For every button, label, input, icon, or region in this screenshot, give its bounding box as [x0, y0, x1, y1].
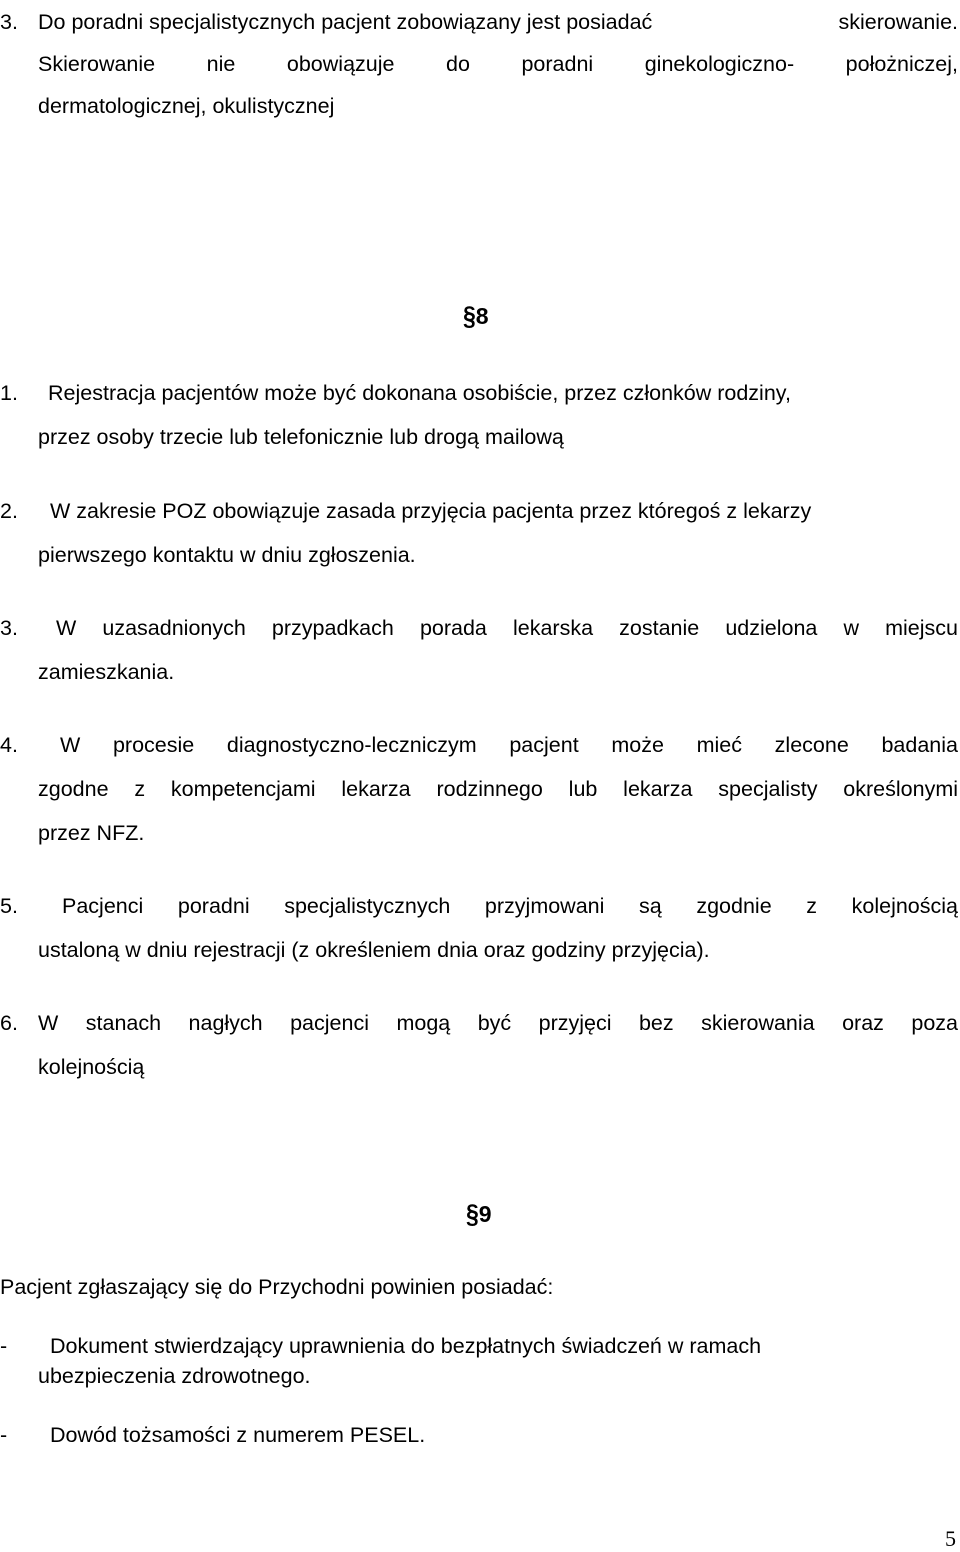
s9-bullet-1-text: Dokument stwierdzający uprawnienia do bezpłatnych świadczeń w ramach	[50, 1334, 762, 1358]
w7: położniczej,	[845, 52, 958, 76]
s8-item-2-text: W zakresie POZ obowiązuje zasada przyjęcia pacjenta przez któregoś z lekarzy	[50, 499, 812, 523]
bullet-dash: -	[0, 1334, 8, 1358]
s9-bullet-1-line-2: ubezpieczenia zdrowotnego.	[38, 1364, 311, 1388]
prev-item-3-text-b: skierowanie.	[838, 10, 958, 34]
section-symbol: §	[466, 1198, 479, 1229]
s9-bullet-1-line-1	[0, 1331, 958, 1361]
s9-bullet-2-line-1	[0, 1420, 958, 1450]
s8-item-6-number: 6.	[0, 1011, 18, 1035]
s8-item-4-line-2: zgodne z kompetencjami lekarza rodzinnego lub lekarza specjalisty określonymi	[38, 777, 958, 801]
s8-item-2-number: 2.	[0, 499, 18, 523]
w5: poradni	[521, 52, 594, 76]
prev-item-3	[0, 0, 958, 128]
s8-item-3-line-2: zamieszkania.	[38, 660, 175, 684]
prev-item-3-text-a: Do poradni specjalistycznych pacjent zobowiązany jest posiadać	[38, 10, 653, 34]
s8-item-1-line-2: przez osoby trzecie lub telefonicznie lub drogą mailową	[38, 425, 564, 449]
section-symbol: §	[463, 300, 476, 331]
s8-item-4-number: 4.	[0, 733, 18, 757]
prev-item-3-line-3: dermatologicznej, okulistycznej	[38, 94, 335, 118]
s8-item-4-line-3: przez NFZ.	[38, 821, 145, 845]
s9-intro: Pacjent zgłaszający się do Przychodni powinien posiadać:	[0, 1275, 554, 1299]
page-number: 5	[945, 1526, 956, 1551]
section-number: 9	[478, 1201, 492, 1227]
s8-item-3	[0, 606, 958, 694]
s9-bullet-2-text: Dowód tożsamości z numerem PESEL.	[50, 1423, 426, 1447]
s8-item-1	[0, 371, 958, 459]
w3: obowiązuje	[286, 52, 395, 76]
prev-item-3-line-1	[0, 0, 958, 44]
s8-item-5-number: 5.	[0, 894, 18, 918]
bullet-dash: -	[0, 1423, 8, 1447]
s8-item-5	[0, 884, 958, 972]
s8-item-4-text: W procesie diagnostyczno-leczniczym pacjent może mieć zlecone badania	[60, 733, 958, 757]
prev-item-3-number: 3.	[0, 10, 18, 34]
s8-item-6-line-1	[0, 1001, 958, 1045]
prev-item-3-line-2	[0, 42, 958, 86]
s8-item-6	[0, 1001, 958, 1089]
section-number: 8	[475, 303, 489, 329]
s8-item-3-line-1	[0, 606, 958, 650]
s8-item-6-text: W stanach nagłych pacjenci mogą być przyjęci bez skierowania oraz poza	[38, 1011, 958, 1035]
w6: ginekologiczno-	[644, 52, 795, 76]
s8-item-2-line-2: pierwszego kontaktu w dniu zgłoszenia.	[38, 543, 416, 567]
s8-item-5-line-1	[0, 884, 958, 928]
s8-item-6-line-2: kolejnością	[38, 1055, 145, 1079]
s8-item-4	[0, 723, 958, 855]
w4: do	[446, 52, 470, 76]
s8-item-1-text: Rejestracja pacjentów może być dokonana osobiście, przez członków rodziny,	[48, 381, 791, 405]
section-8-heading	[463, 300, 489, 331]
s8-item-1-line-1	[0, 371, 958, 415]
s8-item-3-text: W uzasadnionych przypadkach porada lekarska zostanie udzielona w miejscu	[56, 616, 958, 640]
s8-item-2-line-1	[0, 489, 958, 533]
s9-bullet-2	[0, 1420, 958, 1450]
s8-item-2	[0, 489, 958, 577]
s8-item-5-text: Pacjenci poradni specjalistycznych przyjmowani są zgodnie z kolejnością	[62, 894, 958, 918]
s8-item-1-number: 1.	[0, 381, 18, 405]
s9-bullet-1	[0, 1331, 958, 1391]
s8-item-5-line-2: ustaloną w dniu rejestracji (z określeniem dnia oraz godziny przyjęcia).	[38, 938, 710, 962]
s8-item-4-line-1	[0, 723, 958, 767]
s8-item-3-number: 3.	[0, 616, 18, 640]
w1: Skierowanie	[38, 52, 156, 76]
section-9-heading	[466, 1198, 492, 1229]
w2: nie	[206, 52, 236, 76]
